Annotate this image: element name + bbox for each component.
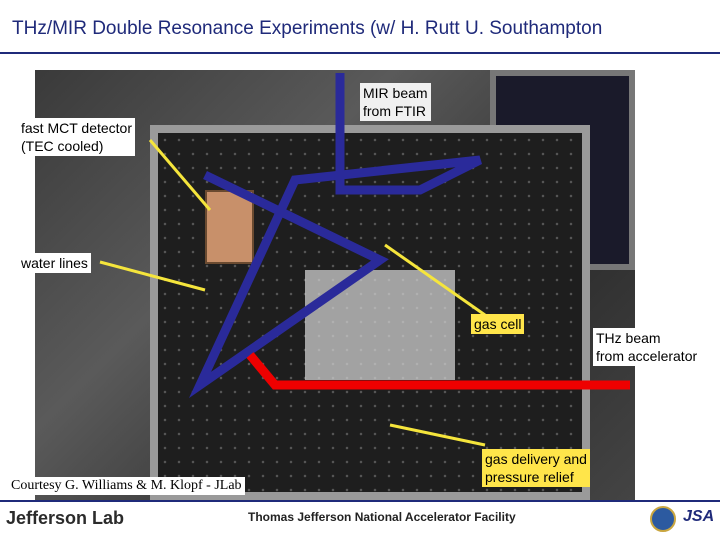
pointer-detector	[150, 140, 210, 210]
pointer-gas-delivery	[390, 425, 485, 445]
label-gas-delivery: gas delivery and pressure relief	[482, 449, 590, 487]
thz-beam-path	[250, 355, 630, 385]
label-detector: fast MCT detector (TEC cooled)	[18, 118, 135, 156]
label-mir-beam: MIR beam from FTIR	[360, 83, 431, 121]
slide-title: THz/MIR Double Resonance Experiments (w/ H. Rutt U. Southampton	[12, 18, 603, 39]
doe-seal-icon	[650, 506, 676, 532]
jefferson-lab-logo: Jefferson Lab	[6, 508, 125, 528]
footer-divider	[0, 500, 720, 502]
label-water-lines: water lines	[18, 253, 91, 273]
footer-organization: Thomas Jefferson National Accelerator Facility	[248, 510, 516, 524]
mir-beam-path	[200, 73, 480, 385]
pointer-water-lines	[100, 262, 205, 290]
jsa-logo: JSA	[683, 508, 715, 525]
label-gas-cell: gas cell	[471, 314, 524, 334]
label-thz-beam: THz beam from accelerator	[593, 328, 700, 366]
pointer-gas-cell	[385, 245, 485, 315]
photo-credit: Courtesy G. Williams & M. Klopf - JLab	[8, 477, 245, 495]
